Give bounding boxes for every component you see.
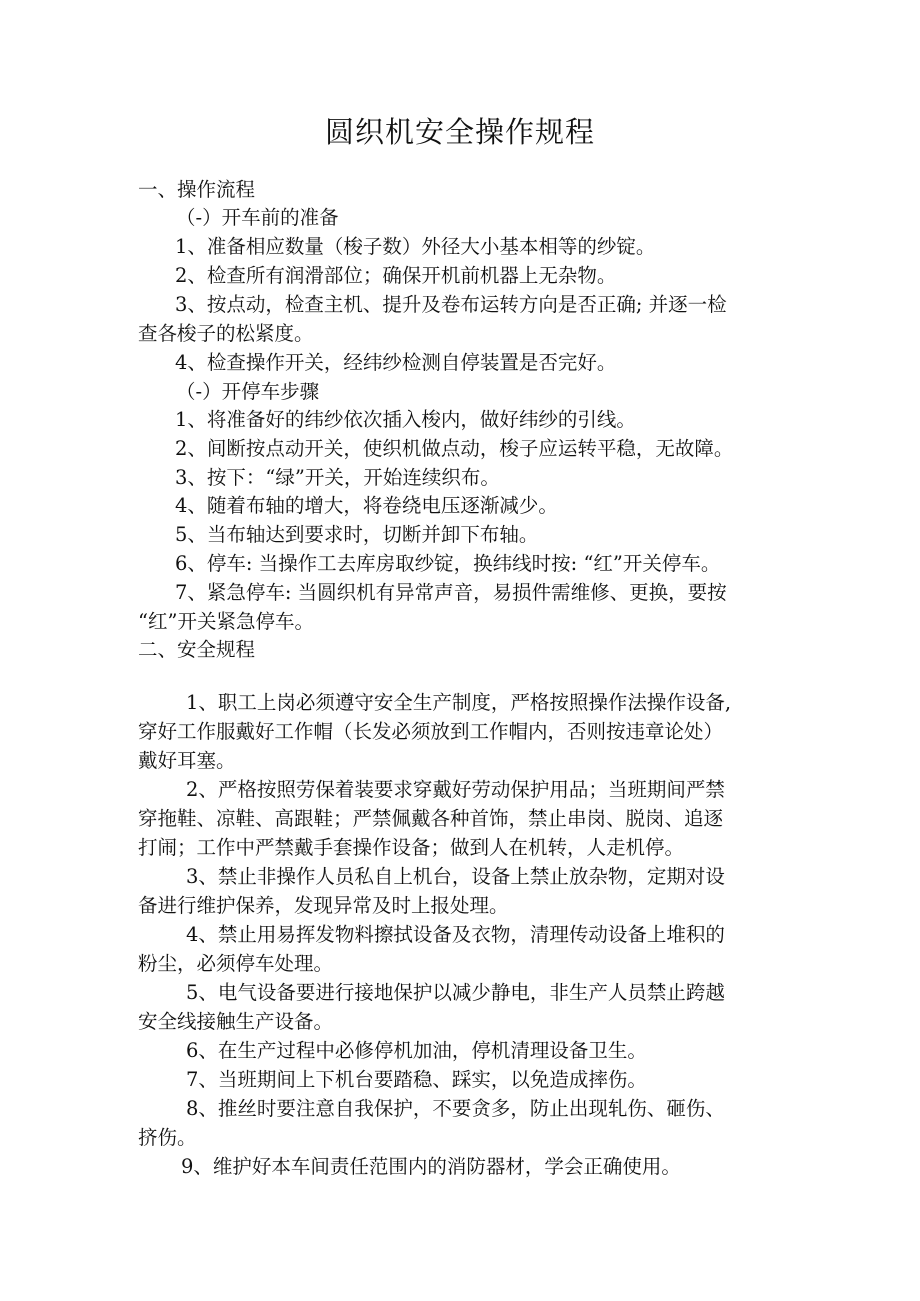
paragraph-line: 安全线接触生产设备。	[138, 1010, 334, 1033]
section-heading: 一、操作流程	[138, 178, 256, 201]
list-item: 3、按下：“绿”开关，开始连续织布。	[175, 466, 500, 489]
paragraph-line: 粉尘，必须停车处理。	[138, 952, 334, 975]
paragraph-line: 挤伤。	[138, 1126, 197, 1149]
document-title: 圆织机安全操作规程	[324, 115, 595, 149]
list-item: 4、检查操作开关，经纬纱检测自停装置是否完好。	[175, 351, 617, 374]
paragraph-line: 6、在生产过程中必修停机加油，停机清理设备卫生。	[186, 1039, 647, 1062]
list-item: 4、随着布轴的增大，将卷绕电压逐渐减少。	[175, 494, 558, 517]
paragraph-line: 7、当班期间上下机台要踏稳、踩实，以免造成摔伤。	[186, 1068, 647, 1091]
list-item: 1、准备相应数量（梭子数）外径大小基本相等的纱锭。	[175, 235, 656, 258]
paragraph-line: 穿好工作服戴好工作帽（长发必须放到工作帽内，否则按违章论处）	[138, 720, 724, 743]
subsection-heading: （-）开车前的准备	[176, 206, 339, 229]
list-item: 7、紧急停车: 当圆织机有异常声音，易损件需维修、更换，要按	[175, 581, 727, 604]
section-heading: 二、安全规程	[138, 638, 256, 661]
list-item: 6、停车: 当操作工去库房取纱锭，换纬线时按: “红”开关停车。	[175, 552, 721, 575]
paragraph-line: 备进行维护保养，发现异常及时上报处理。	[138, 894, 509, 917]
subsection-heading: （-）开停车步骤	[176, 380, 320, 403]
list-item: 2、间断按点动开关，使织机做点动，梭子应运转平稳，无故障。	[175, 437, 734, 460]
paragraph-line: 9、维护好本车间责任范围内的消防器材，学会正确使用。	[181, 1155, 681, 1178]
paragraph-line: 戴好耳塞。	[138, 749, 236, 772]
paragraph-line: 8、推丝时要注意自我保护，不要贪多，防止出现轧伤、砸伤、	[186, 1097, 725, 1120]
list-item: 2、检查所有润滑部位；确保开机前机器上无杂物。	[175, 264, 617, 287]
list-item: 1、将准备好的纬纱依次插入梭内，做好纬纱的引线。	[175, 408, 636, 431]
paragraph-line: 1、职工上岗必须遵守安全生产制度，严格按照操作法操作设备,	[186, 691, 732, 714]
list-item-continued: 查各梭子的松紧度。	[138, 322, 314, 345]
paragraph-line: 穿拖鞋、凉鞋、高跟鞋；严禁佩戴各种首饰，禁止串岗、脱岗、追逐	[138, 807, 724, 830]
paragraph-line: 4、禁止用易挥发物料擦拭设备及衣物，清理传动设备上堆积的	[186, 923, 725, 946]
list-item: 5、当布轴达到要求时，切断并卸下布轴。	[175, 523, 539, 546]
paragraph-line: 打闹；工作中严禁戴手套操作设备；做到人在机转，人走机停。	[138, 836, 685, 859]
paragraph-line: 2、严格按照劳保着装要求穿戴好劳动保护用品；当班期间严禁	[186, 778, 725, 801]
list-item: 3、按点动，检查主机、提升及卷布运转方向是否正确; 并逐一检	[175, 293, 727, 316]
paragraph-line: 3、禁止非操作人员私自上机台，设备上禁止放杂物，定期对设	[186, 865, 725, 888]
list-item-continued: “红”开关紧急停车。	[138, 610, 314, 633]
paragraph-line: 5、电气设备要进行接地保护以减少静电，非生产人员禁止跨越	[186, 981, 725, 1004]
